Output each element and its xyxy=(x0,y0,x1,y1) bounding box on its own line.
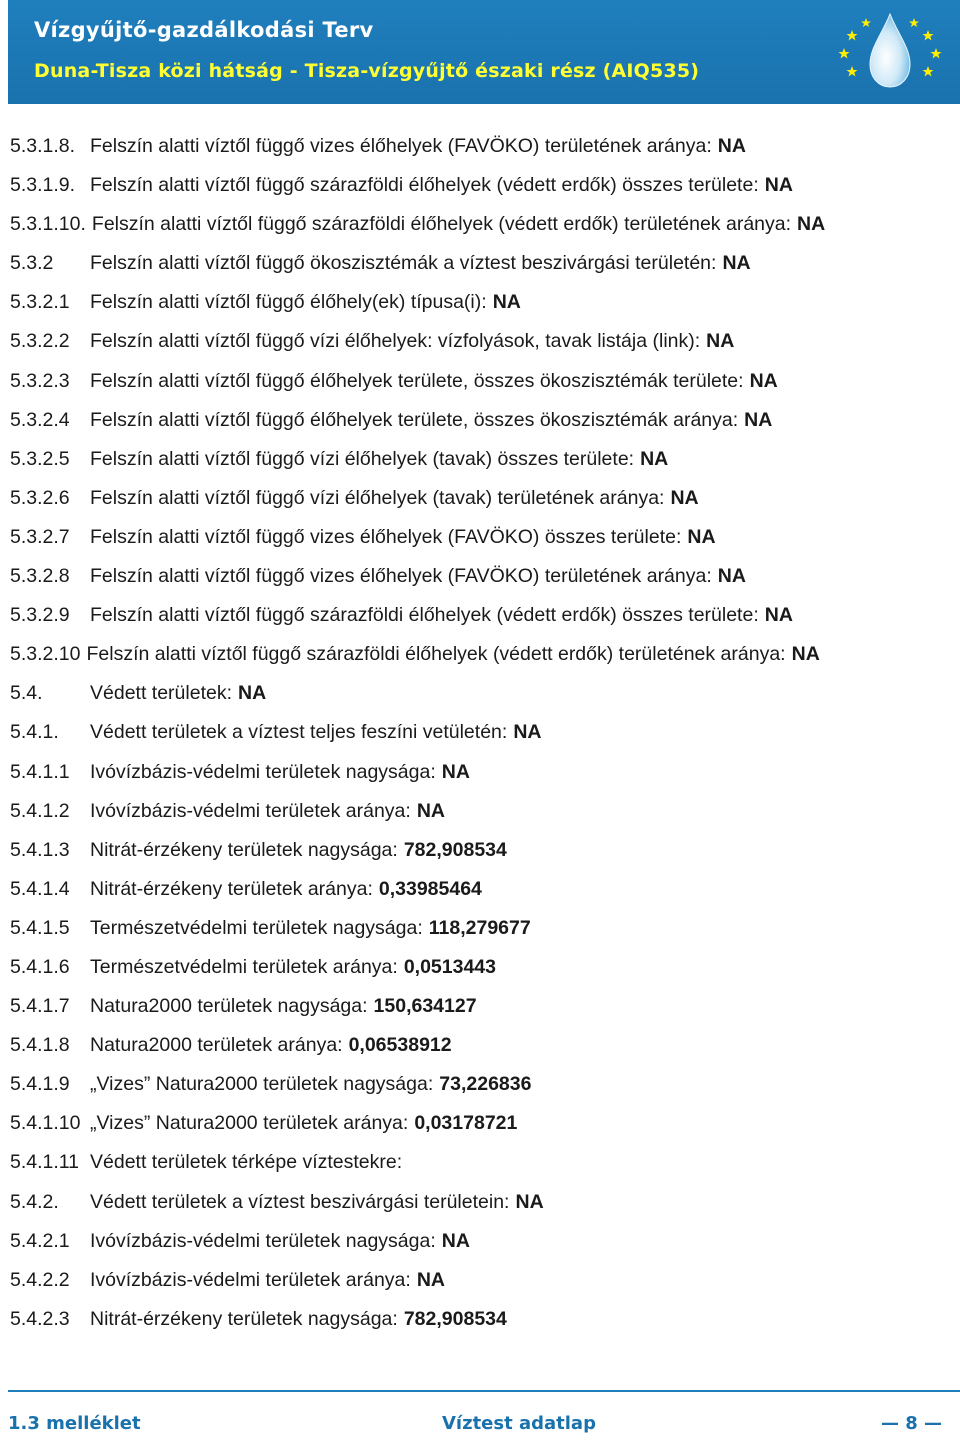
item-value: NA xyxy=(744,408,773,431)
item-value: NA xyxy=(513,721,542,744)
list-item xyxy=(10,446,950,485)
item-value: NA xyxy=(797,213,826,236)
item-label: Felszín alatti víztől függő vizes élőhelyek (FAVÖKO) összes területe: xyxy=(90,525,682,548)
item-value: NA xyxy=(238,682,267,705)
list-item xyxy=(10,250,950,289)
item-value: NA xyxy=(764,604,793,627)
list-item xyxy=(10,798,950,837)
item-label: Felszín alatti víztől függő vízi élőhelyek (tavak) összes területe: xyxy=(90,447,635,470)
item-value: NA xyxy=(416,799,445,822)
item-value: NA xyxy=(722,252,751,275)
item-label: Ivóvízbázis-védelmi területek aránya: xyxy=(90,799,411,822)
item-number: 5.3.2.6 xyxy=(10,486,70,509)
footer-divider xyxy=(8,1390,960,1392)
list-item xyxy=(10,1306,950,1345)
item-label: Nitrát-érzékeny területek nagysága: xyxy=(90,838,398,861)
item-value: NA xyxy=(717,565,746,588)
item-value: NA xyxy=(515,1190,544,1213)
item-value: NA xyxy=(749,369,778,392)
item-number: 5.3.2 xyxy=(10,252,54,275)
item-number: 5.3.2.9 xyxy=(10,604,70,627)
item-label: Felszín alatti víztől függő szárazföldi élőhelyek (védett erdők) területének aránya: xyxy=(91,213,792,236)
item-label: Védett területek térképe víztestekre: xyxy=(90,1151,403,1174)
item-label: Natura2000 területek nagysága: xyxy=(90,995,368,1018)
item-label: Nitrát-érzékeny területek nagysága: xyxy=(90,1307,398,1330)
list-item xyxy=(10,1149,950,1188)
list-item xyxy=(10,876,950,915)
item-label: Védett területek a víztest beszivárgási területein: xyxy=(90,1190,510,1213)
item-number: 5.3.2.1 xyxy=(10,291,70,314)
item-label: Védett területek: xyxy=(90,682,233,705)
item-number: 5.4.2.3 xyxy=(10,1307,70,1330)
list-item xyxy=(10,1189,950,1228)
item-number: 5.4.1.9 xyxy=(10,1073,70,1096)
document-subtitle: Duna-Tisza közi hátság - Tisza-vízgyűjtő északi rész (AIQ535) xyxy=(34,60,700,82)
item-value: NA xyxy=(791,643,820,666)
list-item xyxy=(10,485,950,524)
item-label: „Vizes” Natura2000 területek aránya: xyxy=(90,1112,409,1135)
item-number: 5.4.2. xyxy=(10,1190,59,1213)
item-label: „Vizes” Natura2000 területek nagysága: xyxy=(90,1073,434,1096)
item-number: 5.4.2.2 xyxy=(10,1268,70,1291)
item-label: Nitrát-érzékeny területek aránya: xyxy=(90,877,373,900)
list-item xyxy=(10,328,950,367)
item-number: 5.3.2.2 xyxy=(10,330,70,353)
item-label: Felszín alatti víztől függő vízi élőhelyek: vízfolyások, tavak listája (link): xyxy=(90,330,701,353)
list-item xyxy=(10,289,950,328)
item-label: Felszín alatti víztől függő élőhelyek területe, összes ökoszisztémák területe: xyxy=(90,369,744,392)
item-value: NA xyxy=(706,330,735,353)
list-item xyxy=(10,1228,950,1267)
item-value: NA xyxy=(717,135,746,157)
item-number: 5.4.1.2 xyxy=(10,799,70,822)
item-label: Felszín alatti víztől függő szárazföldi élőhelyek (védett erdők) területének aránya: xyxy=(86,643,786,666)
list-item xyxy=(10,1110,950,1149)
item-number: 5.4.1.7 xyxy=(10,995,70,1018)
item-label: Természetvédelmi területek aránya: xyxy=(90,955,398,978)
list-item xyxy=(10,641,950,680)
list-item xyxy=(10,407,950,446)
list-item xyxy=(10,368,950,407)
list-item xyxy=(10,211,950,250)
item-label: Természetvédelmi területek nagysága: xyxy=(90,916,423,939)
footer-annex-label: 1.3 melléklet xyxy=(8,1413,141,1434)
item-value: NA xyxy=(441,1229,470,1252)
water-drop-eu-stars-icon xyxy=(830,10,950,90)
list-item xyxy=(10,602,950,641)
item-label: Felszín alatti víztől függő élőhelyek területe, összes ökoszisztémák aránya: xyxy=(90,408,739,431)
list-item xyxy=(10,563,950,602)
item-number: 5.3.2.5 xyxy=(10,447,70,470)
item-value: NA xyxy=(640,447,669,470)
item-number: 5.4.1.11 xyxy=(10,1151,80,1174)
item-label: Védett területek a víztest teljes feszíni vetületén: xyxy=(90,721,508,744)
item-value: 0,0513443 xyxy=(403,955,496,978)
list-item xyxy=(10,133,950,172)
item-number: 5.4.1.5 xyxy=(10,916,70,939)
item-number: 5.4.1.4 xyxy=(10,877,70,900)
item-number: 5.4.2.1 xyxy=(10,1229,70,1252)
list-item xyxy=(10,915,950,954)
item-label: Ivóvízbázis-védelmi területek nagysága: xyxy=(90,760,436,783)
item-label: Felszín alatti víztől függő élőhely(ek) típusa(i): xyxy=(90,291,487,314)
item-value: 0,33985464 xyxy=(378,877,482,900)
item-value: 782,908534 xyxy=(403,1307,507,1330)
header-banner xyxy=(8,0,960,104)
item-label: Felszín alatti víztől függő szárazföldi élőhelyek (védett erdők) összes területe: xyxy=(90,174,759,197)
document-title: Vízgyűjtő-gazdálkodási Terv xyxy=(34,18,374,42)
list-item xyxy=(10,954,950,993)
item-label: Natura2000 területek aránya: xyxy=(90,1034,343,1057)
item-number: 5.3.2.8 xyxy=(10,565,70,588)
item-value: 782,908534 xyxy=(403,838,507,861)
item-value: NA xyxy=(492,291,521,314)
item-number: 5.3.2.4 xyxy=(10,408,70,431)
item-value: 73,226836 xyxy=(439,1073,532,1096)
item-number: 5.3.2.10 xyxy=(10,643,81,666)
item-label: Ivóvízbázis-védelmi területek nagysága: xyxy=(90,1229,436,1252)
list-item xyxy=(10,993,950,1032)
item-label: Felszín alatti víztől függő szárazföldi élőhelyek (védett erdők) összes területe: xyxy=(90,604,759,627)
item-value: NA xyxy=(764,174,793,197)
item-value: 0,03178721 xyxy=(414,1112,518,1135)
item-label: Felszín alatti víztől függő vízi élőhelyek (tavak) területének aránya: xyxy=(90,486,665,509)
item-value: 0,06538912 xyxy=(348,1034,452,1057)
item-label: Felszín alatti víztől függő vizes élőhelyek (FAVÖKO) területének aránya: xyxy=(90,135,712,157)
list-item xyxy=(10,524,950,563)
item-number: 5.3.1.10. xyxy=(10,213,86,236)
footer-document-label: Víztest adatlap xyxy=(442,1413,596,1434)
item-number: 5.3.1.9. xyxy=(10,174,76,197)
item-label: Ivóvízbázis-védelmi területek aránya: xyxy=(90,1268,411,1291)
item-number: 5.4.1.3 xyxy=(10,838,70,861)
item-number: 5.3.1.8. xyxy=(10,135,76,157)
item-number: 5.4.1.1 xyxy=(10,760,70,783)
list-item xyxy=(10,837,950,876)
list-item xyxy=(10,680,950,719)
item-number: 5.3.2.3 xyxy=(10,369,70,392)
item-number: 5.4.1.6 xyxy=(10,955,70,978)
item-value: NA xyxy=(670,486,699,509)
item-value: 118,279677 xyxy=(428,916,531,939)
item-label: Felszín alatti víztől függő ökoszisztémák a víztest beszivárgási területén: xyxy=(90,252,717,275)
item-number: 5.4.1.8 xyxy=(10,1034,70,1057)
item-value: 150,634127 xyxy=(373,995,477,1018)
item-value: NA xyxy=(687,525,716,548)
list-item xyxy=(10,719,950,758)
item-label: Felszín alatti víztől függő vizes élőhelyek (FAVÖKO) területének aránya: xyxy=(90,565,712,588)
list-item xyxy=(10,172,950,211)
page-number: — 8 — xyxy=(880,1413,942,1434)
item-value: NA xyxy=(416,1268,445,1291)
list-item xyxy=(10,1071,950,1110)
item-number: 5.4.1.10 xyxy=(10,1112,81,1135)
item-value: NA xyxy=(441,760,470,783)
item-number: 5.4.1. xyxy=(10,721,59,744)
list-item xyxy=(10,1032,950,1071)
list-item xyxy=(10,759,950,798)
data-list xyxy=(10,133,950,1345)
list-item xyxy=(10,1267,950,1306)
item-number: 5.4. xyxy=(10,682,43,705)
item-number: 5.3.2.7 xyxy=(10,525,70,548)
